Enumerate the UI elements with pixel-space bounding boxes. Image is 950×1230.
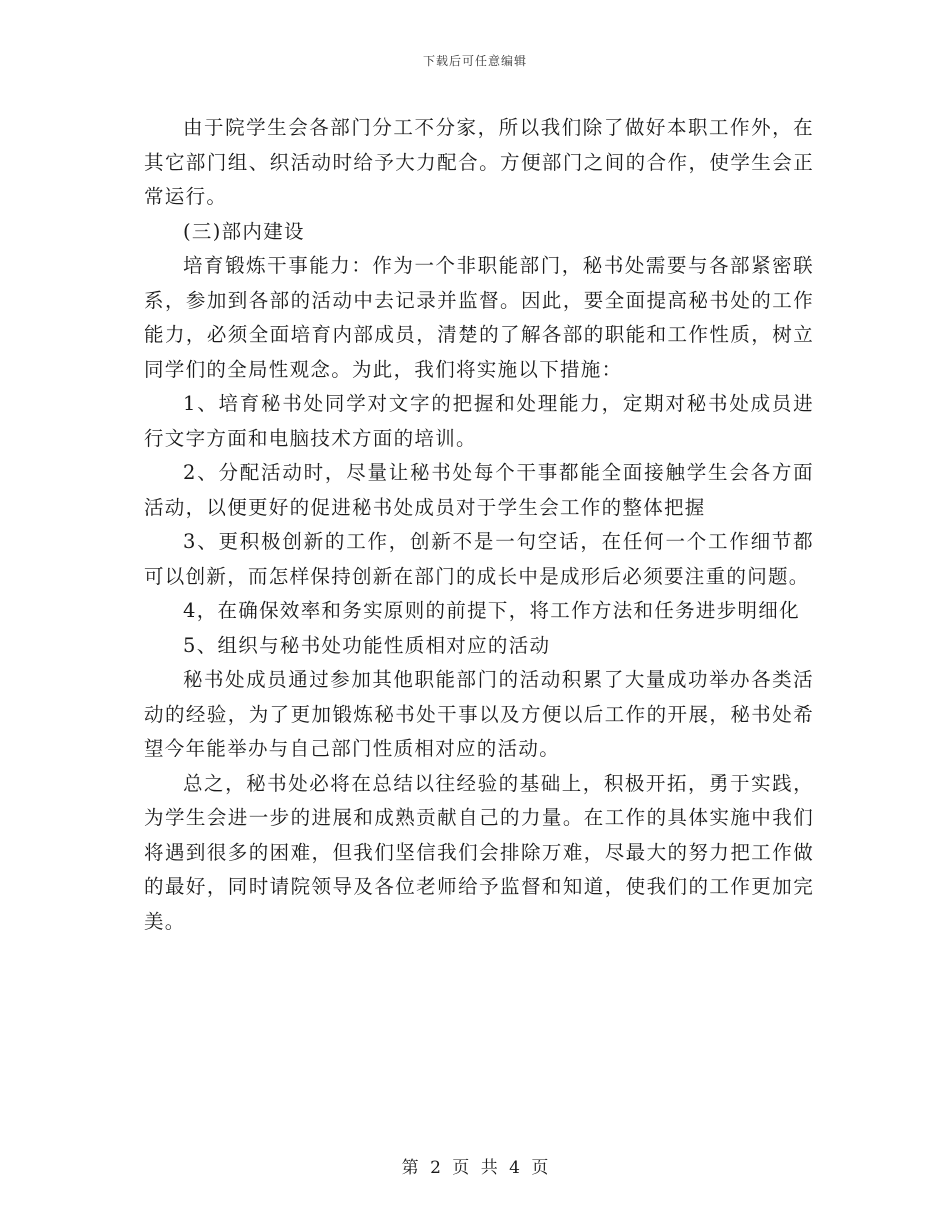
list-item-measure-5: 5、组织与秘书处功能性质相对应的活动 — [183, 633, 551, 657]
page-number: 第 2 页 共 4 页 — [401, 1158, 549, 1178]
list-item-measure-1: 1、培育秘书处同学对文字的把握和处理能力，定期对秘书处成员进行文字方面和电脑技术方面的培训。 — [144, 392, 814, 450]
list-item-measure-2: 2、分配活动时，尽量让秘书处每个干事都能全面接触学生会各方面活动，以便更好的促进秘书处成员对于学生会工作的整体把握 — [144, 461, 814, 519]
list-item-measure-3: 3、更积极创新的工作，创新不是一句空话，在任何一个工作细节都可以创新，而怎样保持创新在部门的成长中是成形后必须要注重的问题。 — [144, 530, 814, 588]
page-header: 下载后可任意编辑 — [422, 54, 527, 68]
list-item-measure-4: 4，在确保效率和务实原则的前提下，将工作方法和任务进步明细化 — [183, 599, 800, 622]
section-heading-internal-construction: (三)部内建设 — [183, 219, 305, 243]
paragraph-department-cooperation: 由于院学生会各部门分工不分家，所以我们除了做好本职工作外，在其它部门组、织活动时给予大力配合。方便部门之间的合作，使学生会正常运行。 — [144, 116, 814, 208]
paragraph-staff-training: 培育锻炼干事能力：作为一个非职能部门，秘书处需要与各部紧密联系，参加到各部的活动中去记录并监督。因此，要全面提高秘书处的工作能力，必须全面培育内部成员，清楚的了解各部的职能和工作性质，树立同学们的全局性观念。为此，我们将实施以下措施： — [144, 254, 814, 381]
document-body — [144, 111, 814, 939]
paragraph-conclusion: 总之，秘书处必将在总结以往经验的基础上，积极开拓，勇于实践，为学生会进一步的进展和成熟贡献自己的力量。在工作的具体实施中我们将遇到很多的困难，但我们坚信我们会排除万难，尽最大的努力把工作做的最好，同时请院领导及各位老师给予监督和知道，使我们的工作更加完美。 — [144, 771, 814, 933]
paragraph-activities: 秘书处成员通过参加其他职能部门的活动积累了大量成功举办各类活动的经验，为了更加锻炼秘书处干事以及方便以后工作的开展，秘书处希望今年能举办与自己部门性质相对应的活动。 — [144, 668, 814, 760]
